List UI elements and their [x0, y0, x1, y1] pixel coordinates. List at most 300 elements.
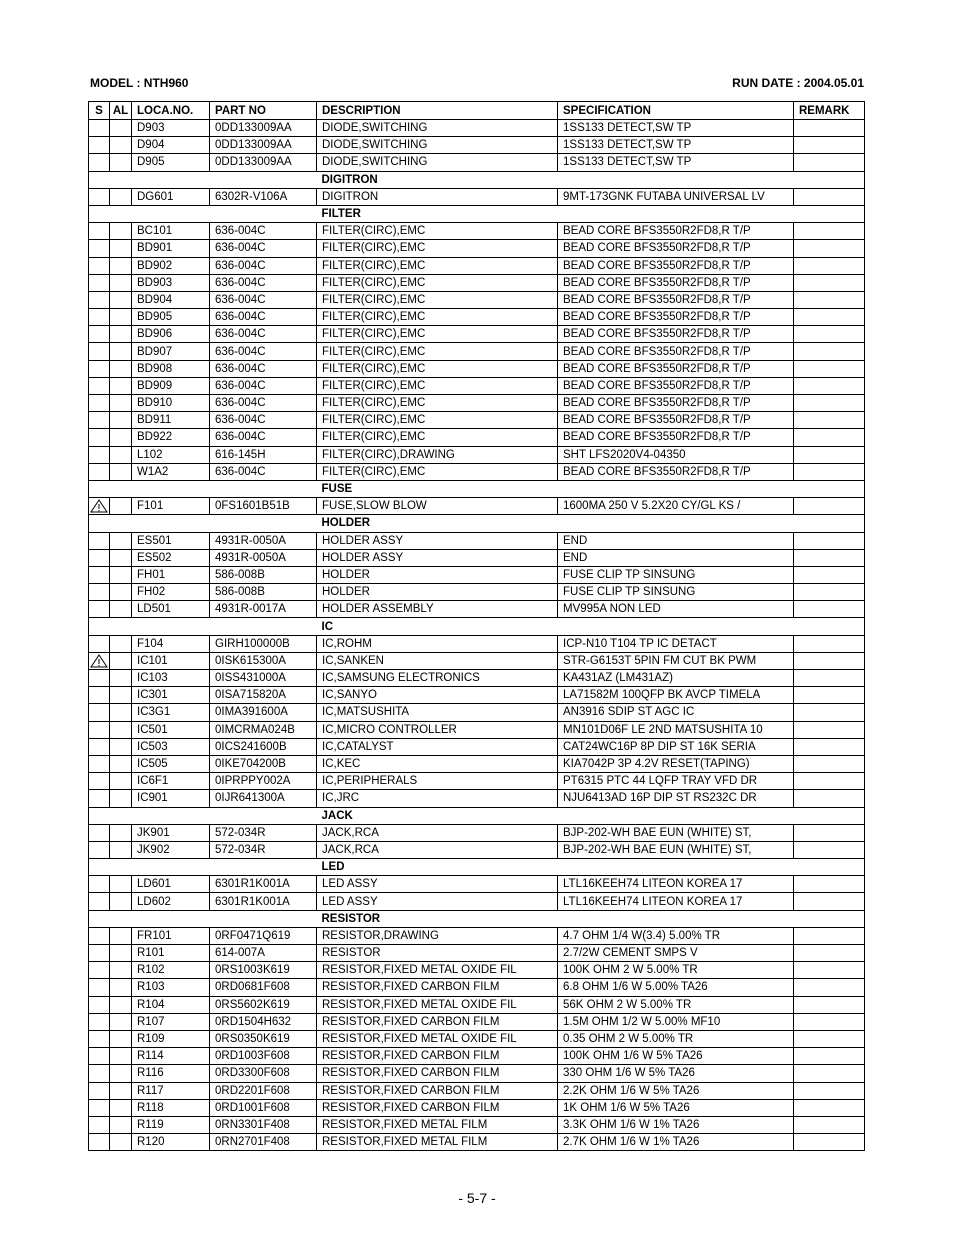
description-cell: IC,MICRO CONTROLLER [317, 721, 558, 738]
safety-cell [89, 274, 110, 291]
specification-cell: BEAD CORE BFS3550R2FD8,R T/P [558, 240, 794, 257]
loca-no-cell: ES502 [132, 549, 210, 566]
safety-cell [89, 670, 110, 687]
safety-cell [89, 893, 110, 910]
remark-cell [794, 824, 865, 841]
al-cell [110, 652, 132, 669]
loca-no-cell: BD909 [132, 377, 210, 394]
description-cell: FILTER(CIRC),EMC [317, 309, 558, 326]
table-row [89, 704, 865, 721]
safety-cell [89, 601, 110, 618]
specification-cell: BEAD CORE BFS3550R2FD8,R T/P [558, 395, 794, 412]
table-row [89, 962, 865, 979]
part-no-cell: GIRH100000B [210, 635, 317, 652]
loca-no-cell: D904 [132, 137, 210, 154]
description-cell: DIODE,SWITCHING [317, 137, 558, 154]
safety-cell [89, 1065, 110, 1082]
specification-cell: 330 OHM 1/6 W 5% TA26 [558, 1065, 794, 1082]
loca-no-cell: BD908 [132, 360, 210, 377]
part-no-cell: 636-004C [210, 412, 317, 429]
remark-cell [794, 927, 865, 944]
safety-cell [89, 532, 110, 549]
al-cell [110, 773, 132, 790]
loca-no-cell: D905 [132, 154, 210, 171]
group-label: IC [317, 618, 865, 635]
safety-cell [89, 309, 110, 326]
part-no-cell: 636-004C [210, 223, 317, 240]
safety-cell [89, 377, 110, 394]
specification-cell: 56K OHM 2 W 5.00% TR [558, 996, 794, 1013]
description-cell: IC,SAMSUNG ELECTRONICS [317, 670, 558, 687]
al-cell [110, 687, 132, 704]
al-cell [110, 240, 132, 257]
part-no-cell: 0IMCRMA024B [210, 721, 317, 738]
part-no-cell: 636-004C [210, 240, 317, 257]
specification-cell: BEAD CORE BFS3550R2FD8,R T/P [558, 326, 794, 343]
description-cell: FILTER(CIRC),EMC [317, 257, 558, 274]
safety-cell [89, 360, 110, 377]
description-cell: FILTER(CIRC),EMC [317, 343, 558, 360]
description-cell: FILTER(CIRC),EMC [317, 429, 558, 446]
description-cell: RESISTOR,FIXED METAL FILM [317, 1134, 558, 1151]
table-row [89, 635, 865, 652]
remark-cell [794, 326, 865, 343]
description-cell: IC,SANYO [317, 687, 558, 704]
safety-cell [89, 1082, 110, 1099]
specification-cell: BJP-202-WH BAE EUN (WHITE) ST, [558, 824, 794, 841]
description-cell: DIODE,SWITCHING [317, 120, 558, 137]
parts-table-body [89, 120, 865, 1151]
warning-icon [90, 655, 108, 667]
safety-cell [89, 996, 110, 1013]
table-row [89, 395, 865, 412]
al-cell [110, 137, 132, 154]
description-cell: RESISTOR,FIXED CARBON FILM [317, 1048, 558, 1065]
table-row [89, 584, 865, 601]
loca-no-cell: IC103 [132, 670, 210, 687]
loca-no-cell: F101 [132, 498, 210, 515]
part-no-cell: 636-004C [210, 326, 317, 343]
loca-no-cell: R104 [132, 996, 210, 1013]
table-row [89, 824, 865, 841]
al-cell [110, 360, 132, 377]
part-no-cell: 0RN2701F408 [210, 1134, 317, 1151]
description-cell: RESISTOR,FIXED METAL OXIDE FIL [317, 996, 558, 1013]
specification-cell: CAT24WC16P 8P DIP ST 16K SERIA [558, 738, 794, 755]
loca-no-cell: BD902 [132, 257, 210, 274]
group-spacer [89, 910, 317, 927]
al-cell [110, 979, 132, 996]
table-row [89, 996, 865, 1013]
group-spacer [89, 171, 317, 188]
specification-cell: BEAD CORE BFS3550R2FD8,R T/P [558, 223, 794, 240]
loca-no-cell: BD904 [132, 291, 210, 308]
safety-cell [89, 498, 110, 515]
remark-cell [794, 188, 865, 205]
specification-cell: AN3916 SDIP ST AGC IC [558, 704, 794, 721]
safety-cell [89, 1048, 110, 1065]
description-cell: RESISTOR,FIXED CARBON FILM [317, 1013, 558, 1030]
part-no-cell: 0IJR641300A [210, 790, 317, 807]
safety-cell [89, 566, 110, 583]
al-cell [110, 154, 132, 171]
part-no-cell: 0RD1504H632 [210, 1013, 317, 1030]
specification-cell: LTL16KEEH74 LITEON KOREA 17 [558, 876, 794, 893]
remark-cell [794, 257, 865, 274]
safety-cell [89, 876, 110, 893]
specification-cell: 1SS133 DETECT,SW TP [558, 137, 794, 154]
group-spacer [89, 859, 317, 876]
description-cell: FILTER(CIRC),DRAWING [317, 446, 558, 463]
part-no-cell: 6302R-V106A [210, 188, 317, 205]
table-row [89, 223, 865, 240]
description-cell: FILTER(CIRC),EMC [317, 326, 558, 343]
loca-no-cell: IC505 [132, 755, 210, 772]
table-row [89, 566, 865, 583]
description-cell: RESISTOR,FIXED CARBON FILM [317, 1082, 558, 1099]
specification-cell: KIA7042P 3P 4.2V RESET(TAPING) [558, 755, 794, 772]
table-row [89, 343, 865, 360]
loca-no-cell: IC503 [132, 738, 210, 755]
loca-no-cell: R109 [132, 1030, 210, 1047]
group-header-row [89, 205, 865, 222]
description-cell: HOLDER [317, 584, 558, 601]
description-cell: IC,SANKEN [317, 652, 558, 669]
description-cell: FILTER(CIRC),EMC [317, 223, 558, 240]
run-date-label: RUN DATE : 2004.05.01 [732, 76, 864, 90]
loca-no-cell: R120 [132, 1134, 210, 1151]
remark-cell [794, 755, 865, 772]
specification-cell: END [558, 532, 794, 549]
loca-no-cell: R107 [132, 1013, 210, 1030]
remark-cell [794, 945, 865, 962]
table-row [89, 1013, 865, 1030]
loca-no-cell: R101 [132, 945, 210, 962]
loca-no-cell: BD903 [132, 274, 210, 291]
safety-cell [89, 1099, 110, 1116]
safety-cell [89, 326, 110, 343]
remark-cell [794, 532, 865, 549]
al-cell [110, 395, 132, 412]
table-row [89, 652, 865, 669]
loca-no-cell: LD501 [132, 601, 210, 618]
table-row [89, 257, 865, 274]
safety-cell [89, 343, 110, 360]
al-cell [110, 927, 132, 944]
remark-cell [794, 1134, 865, 1151]
remark-cell [794, 429, 865, 446]
al-cell [110, 876, 132, 893]
al-cell [110, 1048, 132, 1065]
remark-cell [794, 1030, 865, 1047]
description-cell: RESISTOR,FIXED METAL OXIDE FIL [317, 1030, 558, 1047]
table-row [89, 1082, 865, 1099]
table-row [89, 738, 865, 755]
safety-cell [89, 154, 110, 171]
al-cell [110, 532, 132, 549]
loca-no-cell: JK901 [132, 824, 210, 841]
table-row [89, 1099, 865, 1116]
col-header-loca-no: LOCA.NO. [132, 102, 210, 120]
safety-cell [89, 395, 110, 412]
description-cell: HOLDER [317, 566, 558, 583]
description-cell: FILTER(CIRC),EMC [317, 412, 558, 429]
part-no-cell: 572-034R [210, 824, 317, 841]
safety-cell [89, 1134, 110, 1151]
al-cell [110, 326, 132, 343]
specification-cell: 2.2K OHM 1/6 W 5% TA26 [558, 1082, 794, 1099]
loca-no-cell: R118 [132, 1099, 210, 1116]
group-header-row [89, 807, 865, 824]
description-cell: FUSE,SLOW BLOW [317, 498, 558, 515]
safety-cell [89, 412, 110, 429]
description-cell: RESISTOR,FIXED CARBON FILM [317, 1099, 558, 1116]
loca-no-cell: LD601 [132, 876, 210, 893]
al-cell [110, 1134, 132, 1151]
safety-cell [89, 687, 110, 704]
specification-cell: FUSE CLIP TP SINSUNG [558, 566, 794, 583]
remark-cell [794, 446, 865, 463]
specification-cell: BEAD CORE BFS3550R2FD8,R T/P [558, 274, 794, 291]
specification-cell: NJU6413AD 16P DIP ST RS232C DR [558, 790, 794, 807]
safety-cell [89, 1116, 110, 1133]
group-header-row [89, 618, 865, 635]
description-cell: FILTER(CIRC),EMC [317, 377, 558, 394]
group-header-row [89, 910, 865, 927]
description-cell: HOLDER ASSEMBLY [317, 601, 558, 618]
col-header-s: S [89, 102, 110, 120]
loca-no-cell: BD910 [132, 395, 210, 412]
specification-cell: MN101D06F LE 2ND MATSUSHITA 10 [558, 721, 794, 738]
safety-cell [89, 223, 110, 240]
part-no-cell: 0RD3300F608 [210, 1065, 317, 1082]
al-cell [110, 755, 132, 772]
table-row [89, 429, 865, 446]
specification-cell: 1.5M OHM 1/2 W 5.00% MF10 [558, 1013, 794, 1030]
loca-no-cell: ES501 [132, 532, 210, 549]
safety-cell [89, 1013, 110, 1030]
table-row [89, 446, 865, 463]
al-cell [110, 549, 132, 566]
description-cell: IC,MATSUSHITA [317, 704, 558, 721]
table-row [89, 1116, 865, 1133]
specification-cell: KA431AZ (LM431AZ) [558, 670, 794, 687]
part-no-cell: 586-008B [210, 566, 317, 583]
loca-no-cell: FH01 [132, 566, 210, 583]
safety-cell [89, 652, 110, 669]
specification-cell: 1SS133 DETECT,SW TP [558, 154, 794, 171]
part-no-cell: 636-004C [210, 257, 317, 274]
remark-cell [794, 584, 865, 601]
loca-no-cell: BC101 [132, 223, 210, 240]
remark-cell [794, 274, 865, 291]
part-no-cell: 0DD133009AA [210, 137, 317, 154]
al-cell [110, 120, 132, 137]
table-row [89, 137, 865, 154]
table-row [89, 360, 865, 377]
part-no-cell: 636-004C [210, 360, 317, 377]
al-cell [110, 1099, 132, 1116]
group-spacer [89, 205, 317, 222]
al-cell [110, 824, 132, 841]
group-label: FILTER [317, 205, 865, 222]
al-cell [110, 962, 132, 979]
part-no-cell: 4931R-0050A [210, 532, 317, 549]
al-cell [110, 257, 132, 274]
remark-cell [794, 566, 865, 583]
specification-cell: 0.35 OHM 2 W 5.00% TR [558, 1030, 794, 1047]
table-row [89, 687, 865, 704]
group-header-row [89, 859, 865, 876]
specification-cell: 1K OHM 1/6 W 5% TA26 [558, 1099, 794, 1116]
remark-cell [794, 291, 865, 308]
part-no-cell: 0RD1001F608 [210, 1099, 317, 1116]
remark-cell [794, 721, 865, 738]
group-label: FUSE [317, 480, 865, 497]
specification-cell: 1SS133 DETECT,SW TP [558, 120, 794, 137]
specification-cell: BEAD CORE BFS3550R2FD8,R T/P [558, 291, 794, 308]
col-header-al: AL [110, 102, 132, 120]
safety-cell [89, 240, 110, 257]
al-cell [110, 429, 132, 446]
table-row [89, 120, 865, 137]
specification-cell: BEAD CORE BFS3550R2FD8,R T/P [558, 429, 794, 446]
part-no-cell: 0DD133009AA [210, 154, 317, 171]
loca-no-cell: IC901 [132, 790, 210, 807]
specification-cell: 3.3K OHM 1/6 W 1% TA26 [558, 1116, 794, 1133]
remark-cell [794, 154, 865, 171]
al-cell [110, 1013, 132, 1030]
safety-cell [89, 549, 110, 566]
part-no-cell: 572-034R [210, 841, 317, 858]
table-row [89, 1030, 865, 1047]
loca-no-cell: FH02 [132, 584, 210, 601]
specification-cell: 6.8 OHM 1/6 W 5.00% TA26 [558, 979, 794, 996]
specification-cell: 1600MA 250 V 5.2X20 CY/GL KS / [558, 498, 794, 515]
safety-cell [89, 721, 110, 738]
table-row [89, 549, 865, 566]
al-cell [110, 945, 132, 962]
remark-cell [794, 120, 865, 137]
loca-no-cell: R114 [132, 1048, 210, 1065]
group-header-row [89, 480, 865, 497]
al-cell [110, 291, 132, 308]
remark-cell [794, 876, 865, 893]
part-no-cell: 0RF0471Q619 [210, 927, 317, 944]
safety-cell [89, 841, 110, 858]
safety-cell [89, 257, 110, 274]
table-row [89, 755, 865, 772]
remark-cell [794, 412, 865, 429]
part-no-cell: 0RD1003F608 [210, 1048, 317, 1065]
description-cell: IC,CATALYST [317, 738, 558, 755]
description-cell: RESISTOR,FIXED METAL FILM [317, 1116, 558, 1133]
specification-cell: FUSE CLIP TP SINSUNG [558, 584, 794, 601]
description-cell: FILTER(CIRC),EMC [317, 463, 558, 480]
loca-no-cell: R103 [132, 979, 210, 996]
part-no-cell: 0IMA391600A [210, 704, 317, 721]
loca-no-cell: BD911 [132, 412, 210, 429]
loca-no-cell: BD907 [132, 343, 210, 360]
table-row [89, 1065, 865, 1082]
specification-cell: 4.7 OHM 1/4 W(3.4) 5.00% TR [558, 927, 794, 944]
group-label: DIGITRON [317, 171, 865, 188]
loca-no-cell: R117 [132, 1082, 210, 1099]
part-no-cell: 0RS1003K619 [210, 962, 317, 979]
specification-cell: BEAD CORE BFS3550R2FD8,R T/P [558, 309, 794, 326]
loca-no-cell: D903 [132, 120, 210, 137]
remark-cell [794, 240, 865, 257]
specification-cell: BEAD CORE BFS3550R2FD8,R T/P [558, 377, 794, 394]
al-cell [110, 1065, 132, 1082]
table-row [89, 377, 865, 394]
al-cell [110, 635, 132, 652]
remark-cell [794, 1099, 865, 1116]
safety-cell [89, 446, 110, 463]
part-no-cell: 0ISA715820A [210, 687, 317, 704]
al-cell [110, 463, 132, 480]
safety-cell [89, 1030, 110, 1047]
description-cell: IC,KEC [317, 755, 558, 772]
remark-cell [794, 773, 865, 790]
specification-cell: SHT LFS2020V4-04350 [558, 446, 794, 463]
remark-cell [794, 223, 865, 240]
al-cell [110, 601, 132, 618]
al-cell [110, 893, 132, 910]
al-cell [110, 377, 132, 394]
group-spacer [89, 807, 317, 824]
loca-no-cell: IC3G1 [132, 704, 210, 721]
specification-cell: BEAD CORE BFS3550R2FD8,R T/P [558, 343, 794, 360]
specification-cell: BEAD CORE BFS3550R2FD8,R T/P [558, 257, 794, 274]
description-cell: LED ASSY [317, 876, 558, 893]
part-no-cell: 0RN3301F408 [210, 1116, 317, 1133]
description-cell: DIODE,SWITCHING [317, 154, 558, 171]
loca-no-cell: R102 [132, 962, 210, 979]
part-no-cell: 636-004C [210, 309, 317, 326]
loca-no-cell: W1A2 [132, 463, 210, 480]
table-row [89, 274, 865, 291]
loca-no-cell: BD905 [132, 309, 210, 326]
remark-cell [794, 1013, 865, 1030]
al-cell [110, 584, 132, 601]
remark-cell [794, 1048, 865, 1065]
remark-cell [794, 962, 865, 979]
loca-no-cell: IC101 [132, 652, 210, 669]
part-no-cell: 0RD2201F608 [210, 1082, 317, 1099]
al-cell [110, 670, 132, 687]
table-row [89, 790, 865, 807]
al-cell [110, 412, 132, 429]
remark-cell [794, 343, 865, 360]
al-cell [110, 274, 132, 291]
table-row [89, 532, 865, 549]
specification-cell: 100K OHM 2 W 5.00% TR [558, 962, 794, 979]
al-cell [110, 996, 132, 1013]
part-no-cell: 6301R1K001A [210, 876, 317, 893]
specification-cell: BEAD CORE BFS3550R2FD8,R T/P [558, 360, 794, 377]
col-header-specification: SPECIFICATION [558, 102, 794, 120]
table-row [89, 240, 865, 257]
safety-cell [89, 773, 110, 790]
description-cell: JACK,RCA [317, 841, 558, 858]
al-cell [110, 498, 132, 515]
remark-cell [794, 738, 865, 755]
specification-cell: END [558, 549, 794, 566]
part-no-cell: 0FS1601B51B [210, 498, 317, 515]
al-cell [110, 841, 132, 858]
safety-cell [89, 291, 110, 308]
